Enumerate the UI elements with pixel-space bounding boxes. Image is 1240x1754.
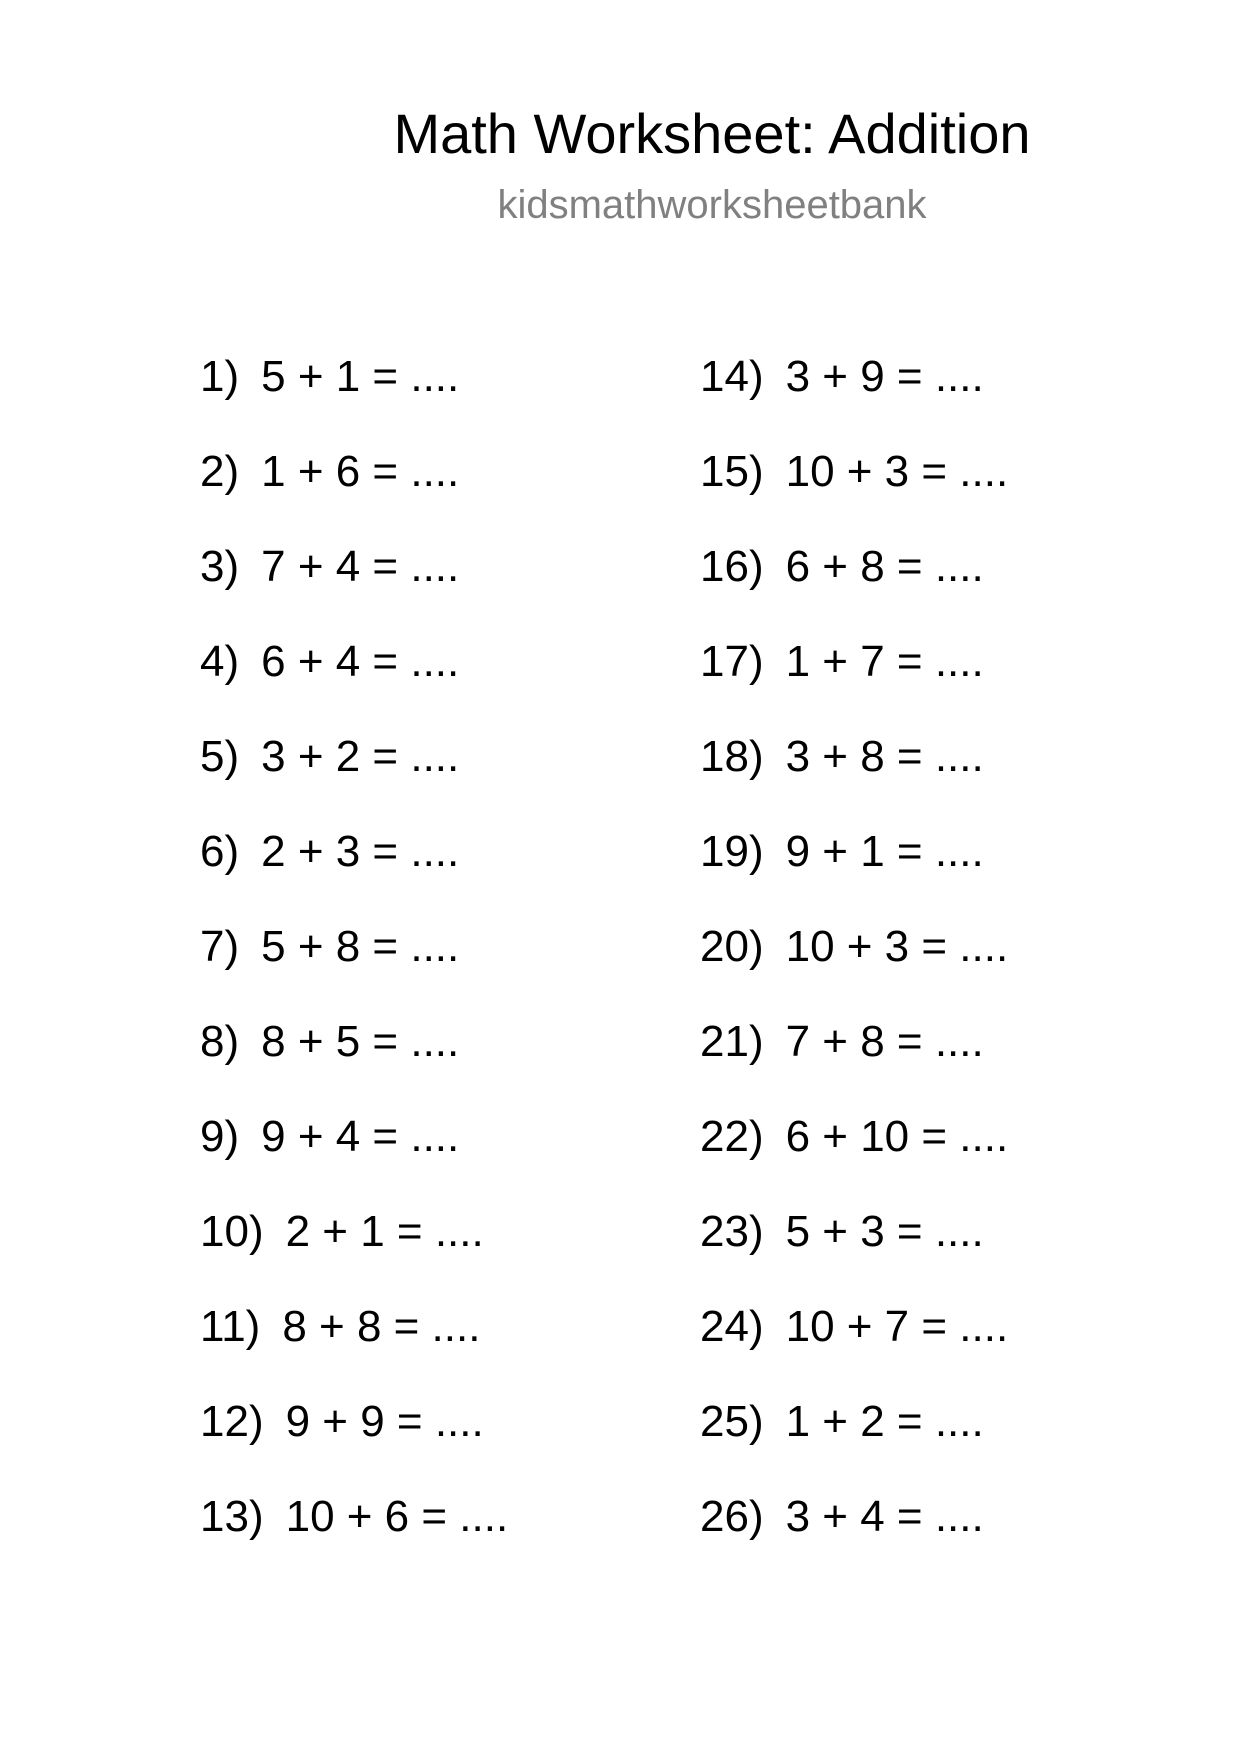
problem-number: 8) [200,1017,240,1066]
problem-item [700,1297,1008,1392]
problem-item [200,1012,508,1107]
problem-item [200,1487,508,1582]
problem-number: 25) [700,1397,764,1446]
problem-item [200,347,508,442]
problem-number: 2) [200,447,240,496]
problem-number: 20) [700,922,764,971]
problem-expression: 9 + 9 = .... [285,1397,484,1446]
problem-item [700,1392,1008,1487]
problem-expression: 1 + 2 = .... [785,1397,984,1446]
problem-expression: 5 + 1 = .... [261,352,460,401]
problem-expression: 9 + 4 = .... [261,1112,460,1161]
problem-expression: 9 + 1 = .... [785,827,984,876]
problem-number: 24) [700,1302,764,1351]
problem-expression: 10 + 3 = .... [785,447,1009,496]
problem-item [700,727,1008,822]
problem-item [200,1392,508,1487]
problem-number: 22) [700,1112,764,1161]
worksheet-subtitle: kidsmathworksheetbank [497,183,927,227]
problem-item [200,1202,508,1297]
problem-expression: 3 + 8 = .... [785,732,984,781]
problem-expression: 5 + 8 = .... [261,922,460,971]
problem-item [200,917,508,1012]
problem-item [700,1487,1008,1582]
problem-expression: 6 + 4 = .... [261,637,460,686]
problem-item [200,1297,508,1392]
problem-number: 9) [200,1112,240,1161]
problem-expression: 5 + 3 = .... [785,1207,984,1256]
problem-number: 10) [200,1207,264,1256]
problem-number: 1) [200,352,240,401]
problem-expression: 1 + 6 = .... [261,447,460,496]
problem-number: 23) [700,1207,764,1256]
problem-item [700,822,1008,917]
problem-expression: 8 + 8 = .... [282,1302,481,1351]
problem-number: 21) [700,1017,764,1066]
problem-item [200,442,508,537]
problem-number: 18) [700,732,764,781]
problem-item [700,1202,1008,1297]
problem-number: 6) [200,827,240,876]
problem-expression: 2 + 3 = .... [261,827,460,876]
problem-expression: 7 + 8 = .... [785,1017,984,1066]
problem-item [700,917,1008,1012]
problem-number: 17) [700,637,764,686]
problem-item [700,347,1008,442]
problem-expression: 1 + 7 = .... [785,637,984,686]
problem-number: 3) [200,542,240,591]
problems-right-column [700,347,1008,1582]
problem-expression: 6 + 10 = .... [785,1112,1009,1161]
problem-item [200,822,508,917]
problem-item [700,1107,1008,1202]
problem-expression: 2 + 1 = .... [285,1207,484,1256]
problem-item [700,632,1008,727]
problem-expression: 6 + 8 = .... [785,542,984,591]
problem-number: 5) [200,732,240,781]
problems-left-column [200,347,508,1582]
problem-expression: 7 + 4 = .... [261,542,460,591]
problem-expression: 8 + 5 = .... [261,1017,460,1066]
problem-number: 13) [200,1492,264,1541]
problem-item [200,1107,508,1202]
worksheet-title: Math Worksheet: Addition [393,102,1031,165]
problem-expression: 10 + 3 = .... [785,922,1009,971]
problem-item [700,1012,1008,1107]
problem-number: 16) [700,542,764,591]
problem-item [200,727,508,822]
problem-item [200,537,508,632]
problem-item [200,632,508,727]
problem-expression: 10 + 7 = .... [785,1302,1009,1351]
problem-expression: 3 + 4 = .... [785,1492,984,1541]
problem-item [700,537,1008,632]
problem-expression: 10 + 6 = .... [285,1492,509,1541]
problem-number: 7) [200,922,240,971]
problem-expression: 3 + 2 = .... [261,732,460,781]
problem-number: 26) [700,1492,764,1541]
problem-number: 12) [200,1397,264,1446]
problem-item [700,442,1008,537]
problem-number: 4) [200,637,240,686]
problem-number: 14) [700,352,764,401]
problem-expression: 3 + 9 = .... [785,352,984,401]
problem-number: 19) [700,827,764,876]
problem-number: 15) [700,447,764,496]
problem-number: 11) [200,1302,261,1351]
